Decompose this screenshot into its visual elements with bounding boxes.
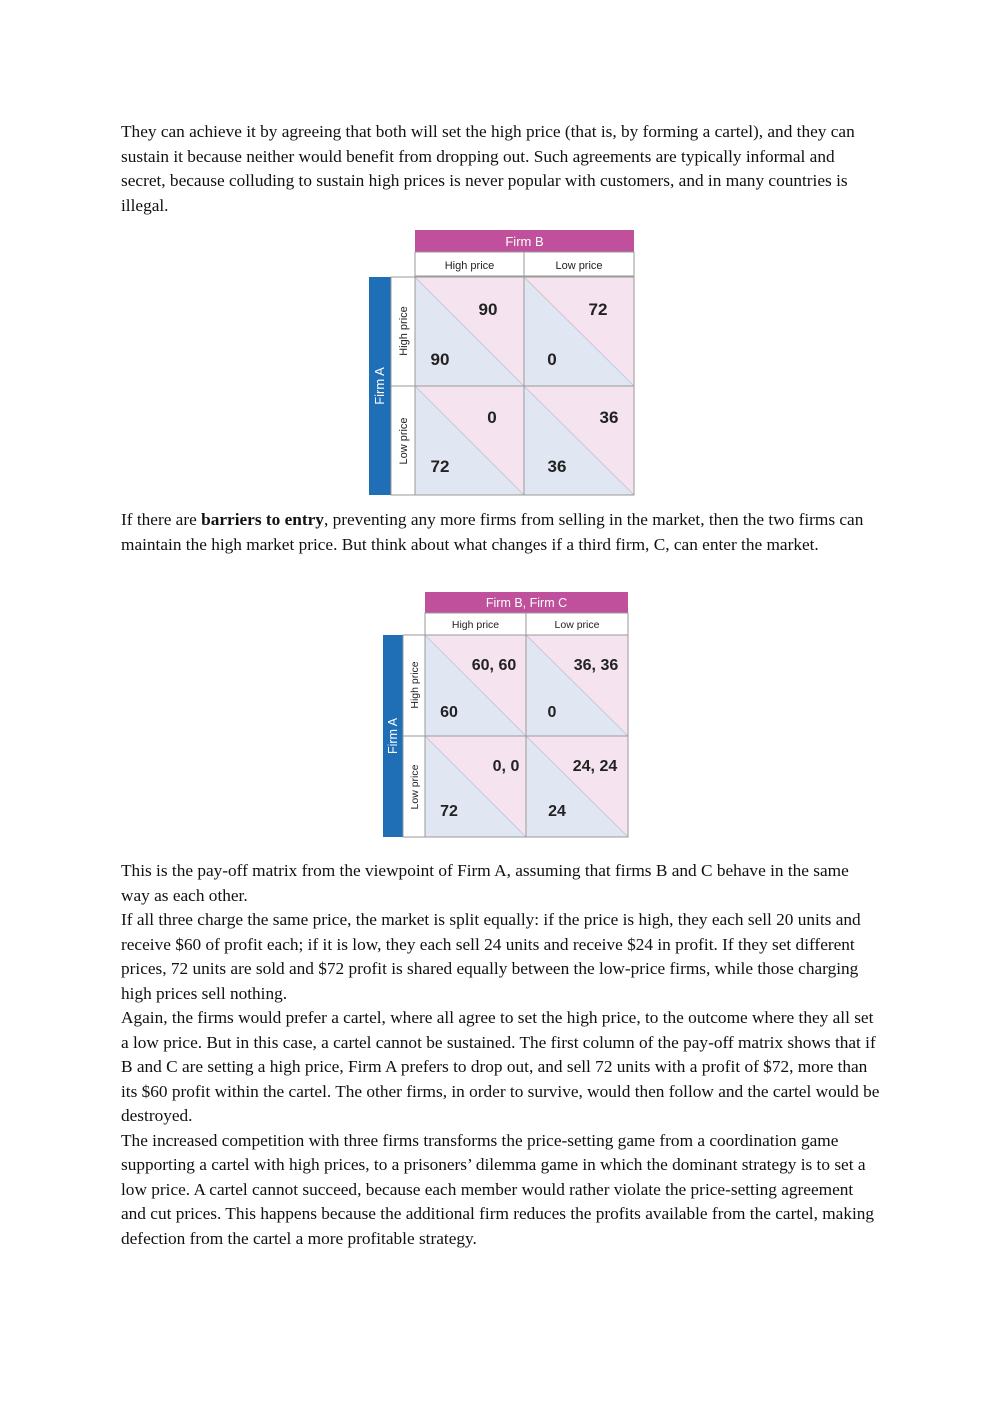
cell-high-high	[425, 635, 526, 736]
cell-low-high	[415, 386, 524, 495]
payoff-b-c: 24, 24	[572, 758, 618, 775]
payoff-b-c: 0, 0	[492, 758, 520, 775]
col-strategy-high: High price	[451, 619, 500, 631]
row-player-label: Firm A	[386, 717, 400, 755]
row-strategy-high: High price	[398, 306, 410, 356]
payoff-a: 60	[440, 704, 458, 721]
payoff-b: 90	[478, 300, 498, 319]
cell-low-low	[526, 736, 628, 837]
cell-low-high	[425, 736, 526, 837]
row-strategy-high: High price	[409, 661, 421, 709]
row-strategy-low: Low price	[398, 417, 410, 465]
payoff-matrix-three-firms	[382, 591, 630, 839]
paragraph-viewpoint: This is the pay-off matrix from the viewpoint of Firm A, assuming that firms B and C behave in the same way as each other.	[121, 861, 849, 905]
paragraph-barriers-to-entry	[121, 508, 881, 557]
cell-high-high	[415, 277, 524, 386]
text-span: , preventing any more firms from selling in the market, then the two firms can maintain the high market price. But think about what changes if a third firm, C, can enter the market.	[121, 510, 864, 554]
paragraph-cartel-not-sustained: Again, the firms would prefer a cartel, where all agree to set the high price, to the outcome where they all set a low price. But in this case, a cartel cannot be sustained. The first column of the pay-off matrix shows that if B and C are setting a high price, Firm A prefers to drop out, and sell 72 units with a profit of $72, more than its $60 profit within the cartel. The other firms, in order to survive, would then follow and the cartel would be destroyed.	[121, 1008, 880, 1125]
payoff-a: 72	[430, 457, 450, 476]
payoff-b: 72	[588, 300, 608, 319]
cell-high-low	[524, 277, 634, 386]
payoff-b: 0	[487, 408, 497, 427]
payoff-a: 0	[547, 704, 557, 721]
payoff-matrix-two-firms	[368, 229, 636, 497]
payoff-b: 36	[599, 408, 619, 427]
payoff-a: 24	[548, 803, 566, 820]
payoff-b-c: 60, 60	[471, 657, 517, 674]
row-strategy-low: Low price	[409, 764, 421, 810]
text-span: If there are	[121, 510, 202, 529]
paragraph-cartel-agreement: They can achieve it by agreeing that both will set the high price (that is, by forming a cartel), and they can sustain it because neither would benefit from dropping out. Such agreements are typically informal and secret, because colluding to sustain high prices is never popular with customers, and in many countries is illegal.	[121, 122, 855, 215]
col-player-label: Firm B, Firm C	[485, 596, 568, 610]
row-player-label: Firm A	[372, 367, 387, 405]
paragraph-prisoners-dilemma: The increased competition with three firms transforms the price-setting game from a coordination game supporting a cartel with high prices, to a prisoners’ dilemma game in which the dominant strategy is to set a low price. A cartel cannot succeed, because each member would rather violate the price-setting agreement and cut prices. This happens because the additional firm reduces the profits available from the cartel, making defection from the cartel a more profitable strategy.	[121, 1130, 875, 1248]
payoff-a: 0	[547, 350, 557, 369]
payoff-a: 72	[440, 803, 458, 820]
payoff-b-c: 36, 36	[573, 657, 619, 674]
col-strategy-high: High price	[444, 260, 495, 272]
paragraph-market-split: If all three charge the same price, the market is split equally: if the price is high, they each sell 20 units and receive $60 of profit each; if it is low, they each sell 24 units and receive $24 in profit. If they set different prices, 72 units are sold and $72 profit is shared equally between the low-price firms, while those charging high prices sell nothing.	[121, 910, 861, 1003]
cell-low-low	[524, 386, 634, 495]
col-strategy-low: Low price	[554, 619, 600, 631]
body-text-block	[121, 859, 881, 1251]
payoff-a: 90	[430, 350, 450, 369]
payoff-a: 36	[547, 457, 567, 476]
col-player-label: Firm B	[505, 234, 544, 249]
bold-term: barriers to entry	[201, 510, 324, 529]
col-strategy-low: Low price	[555, 260, 603, 272]
cell-high-low	[526, 635, 628, 736]
